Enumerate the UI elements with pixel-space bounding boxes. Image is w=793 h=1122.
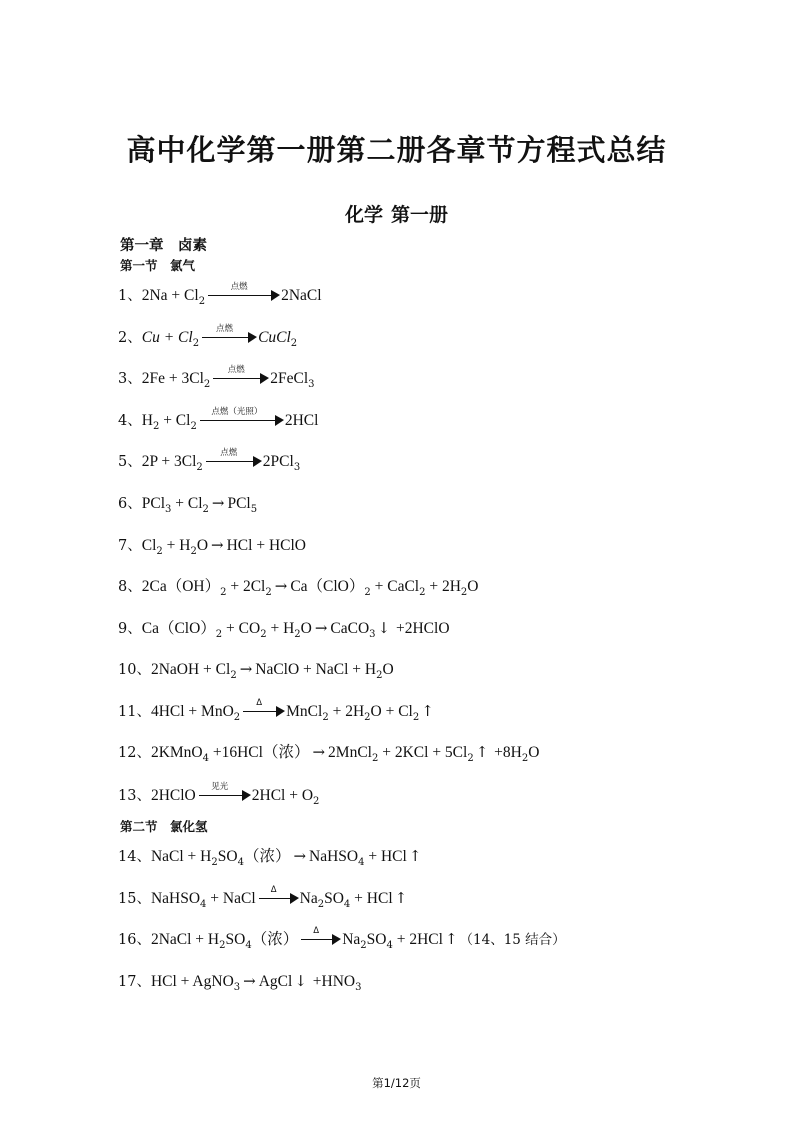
reactants: HCl + AgNO — [150, 973, 234, 990]
subscript: 2 — [313, 796, 320, 807]
subscript: 2 — [219, 940, 226, 951]
reactants: NaCl + H — [150, 848, 212, 865]
reactants: + CO — [222, 620, 261, 637]
products: O — [382, 661, 394, 678]
reactants: + H — [266, 620, 295, 637]
subscript: 2 — [220, 587, 227, 598]
subtitle-subject: 化学 — [344, 204, 383, 226]
equation-number: 15、 — [118, 891, 151, 907]
reactants: + 2Cl — [226, 578, 266, 595]
products: Na — [342, 931, 361, 948]
arrow-icon: → — [239, 660, 253, 678]
equation-14 — [118, 846, 423, 868]
gas-arrow-icon: ↑ — [394, 889, 408, 907]
equation-2 — [118, 324, 298, 350]
reactants: Ca（ClO） — [141, 620, 216, 637]
equation-number: 1、 — [118, 288, 142, 304]
reaction-condition: Δ — [313, 926, 320, 936]
subscript: 3 — [355, 982, 362, 993]
arrow-icon: → — [211, 536, 224, 554]
reaction-arrow — [202, 324, 257, 344]
subscript: 2 — [265, 587, 272, 598]
products: + 2H — [425, 578, 461, 595]
reaction-condition: 点燃 — [216, 324, 234, 334]
reaction-condition: 点燃（光照） — [211, 407, 263, 417]
equation-5 — [118, 448, 301, 474]
equation-number: 7、 — [118, 538, 142, 554]
products: SO — [324, 890, 344, 907]
reaction-arrow — [206, 448, 262, 468]
equation-8 — [118, 576, 479, 598]
subscript: 3 — [293, 462, 301, 473]
equation-number: 14、 — [118, 849, 151, 865]
equation-1 — [118, 282, 322, 308]
reactants: NaHSO — [150, 890, 201, 907]
reactants: PCl — [141, 495, 165, 512]
subscript: 2 — [364, 587, 371, 598]
reaction-arrow — [301, 926, 341, 946]
subscript: 4 — [386, 940, 393, 951]
subscript: 2 — [376, 670, 383, 681]
reactants: 2NaCl + H — [150, 931, 220, 948]
arrow-icon: → — [293, 847, 307, 865]
section-heading-2: 第二节 氯化氢 — [120, 819, 208, 834]
gas-arrow-icon: ↑ — [475, 743, 489, 761]
products: O + Cl — [370, 703, 413, 720]
reactants: + NaCl — [206, 890, 256, 907]
subscript: 2 — [211, 857, 218, 868]
reactants: Cl — [141, 537, 157, 554]
precipitate-arrow-icon: ↓ — [377, 619, 391, 637]
subscript: 4 — [200, 899, 207, 910]
products: CaCO — [330, 620, 370, 637]
subscript: 2 — [460, 587, 468, 598]
subtitle-volume: 第一册 — [391, 204, 449, 226]
subscript: 2 — [317, 899, 325, 910]
products: + CaCl — [370, 578, 420, 595]
products: NaClO + NaCl + H — [255, 661, 377, 678]
reaction-condition: 点燃 — [220, 448, 238, 458]
reactants: 2HClO — [150, 787, 196, 804]
equation-10 — [118, 659, 394, 681]
subscript: 3 — [369, 629, 376, 640]
products: NaHSO — [309, 848, 359, 865]
equation-15 — [118, 885, 409, 910]
equation-number: 10、 — [118, 662, 151, 678]
reactants: O — [196, 537, 209, 554]
subscript: 4 — [358, 857, 365, 868]
subscript: 2 — [364, 712, 371, 723]
reaction-condition: Δ — [270, 885, 277, 895]
reaction-arrow — [213, 365, 269, 385]
document-subtitle — [0, 200, 793, 227]
reactants: 2NaOH + Cl — [150, 661, 231, 678]
equation-number: 16、 — [118, 932, 151, 948]
subscript: 3 — [308, 379, 315, 390]
reactants: H — [141, 412, 153, 429]
reactants: +16HCl（浓） — [209, 744, 310, 761]
reaction-condition: Δ — [256, 698, 263, 708]
reaction-arrow — [199, 782, 251, 802]
chapter-heading: 第一章 卤素 — [120, 238, 207, 254]
reactants: + H — [162, 537, 191, 554]
products: +HNO — [308, 973, 356, 990]
equation-6 — [118, 493, 257, 515]
reactants: Cu + Cl — [141, 329, 193, 346]
reactants: + Cl — [171, 495, 203, 512]
products: 2NaCl — [281, 287, 322, 304]
equation-note: （14、15 结合） — [459, 932, 566, 948]
reactants: SO — [225, 931, 246, 948]
subscript: 3 — [165, 504, 172, 515]
subscript: 2 — [360, 940, 367, 951]
equation-13 — [118, 782, 320, 808]
equation-4 — [118, 407, 319, 433]
subscript: 2 — [190, 421, 197, 432]
equation-number: 11、 — [118, 704, 151, 720]
subscript: 2 — [198, 296, 206, 307]
subscript: 5 — [250, 504, 258, 515]
subscript: 2 — [419, 587, 426, 598]
subscript: 2 — [412, 712, 420, 723]
products: + HCl — [364, 848, 407, 865]
products: + 2KCl + 5Cl — [378, 744, 468, 761]
page-number: 第1/12页 — [372, 1076, 421, 1090]
subscript: 2 — [233, 712, 241, 723]
subscript: 2 — [371, 753, 379, 764]
reactants: 2Fe + 3Cl — [141, 370, 204, 387]
reactants: （浓） — [251, 931, 299, 948]
subscript: 2 — [196, 462, 203, 473]
subscript: 2 — [467, 753, 474, 764]
subscript: 2 — [215, 629, 223, 640]
products: SO — [366, 931, 387, 948]
precipitate-arrow-icon: ↓ — [294, 972, 307, 990]
reactants: 4HCl + MnO — [150, 703, 234, 720]
subscript: 2 — [190, 546, 197, 557]
products: HCl + HClO — [226, 537, 306, 554]
subscript: 4 — [237, 857, 244, 868]
subscript: 4 — [343, 899, 351, 910]
products: +8H — [490, 744, 522, 761]
subscript: 4 — [245, 940, 252, 951]
reactants: 2Ca（OH） — [141, 578, 221, 595]
subscript: 2 — [203, 379, 211, 390]
equation-16 — [118, 926, 566, 951]
reaction-arrow — [208, 282, 280, 302]
arrow-icon: → — [312, 743, 326, 761]
subscript: 2 — [230, 670, 237, 681]
reactants: + Cl — [159, 412, 191, 429]
equation-number: 2、 — [118, 330, 142, 346]
subscript: 2 — [290, 338, 298, 349]
reaction-condition: 见光 — [211, 782, 229, 792]
section-heading-1: 第一节 氯气 — [120, 258, 196, 273]
document-title: 高中化学第一册第二册各章节方程式总结 — [126, 133, 667, 167]
products: MnCl — [286, 703, 323, 720]
products: 2FeCl — [270, 370, 309, 387]
arrow-icon: → — [274, 577, 288, 595]
gas-arrow-icon: ↑ — [421, 702, 434, 720]
reactants: 2P + 3Cl — [141, 453, 197, 470]
products: Na — [299, 890, 318, 907]
equation-17 — [118, 971, 361, 993]
subscript: 2 — [156, 546, 163, 557]
products: PCl — [227, 495, 251, 512]
reactants: O — [300, 620, 312, 637]
products: 2HCl + O — [251, 787, 314, 804]
reactants: （浓） — [243, 848, 291, 865]
subscript: 2 — [322, 712, 329, 723]
products: CuCl — [258, 329, 291, 346]
equation-number: 6、 — [118, 496, 142, 512]
products: Ca（ClO） — [290, 578, 365, 595]
equation-number: 8、 — [118, 579, 142, 595]
reaction-arrow — [259, 885, 299, 905]
equation-number: 4、 — [118, 413, 142, 429]
products: 2HCl — [284, 412, 319, 429]
reactants: 2KMnO — [150, 744, 203, 761]
subscript: 2 — [260, 629, 267, 640]
equation-9 — [118, 618, 450, 640]
reaction-condition: 点燃 — [230, 282, 248, 292]
products: 2PCl — [262, 453, 294, 470]
subscript: 2 — [521, 753, 529, 764]
products: + 2HCl — [392, 931, 443, 948]
subscript: 2 — [202, 504, 209, 515]
subscript: 3 — [233, 982, 241, 993]
reaction-condition: 点燃 — [227, 365, 245, 375]
subscript: 2 — [152, 421, 160, 432]
subscript: 2 — [294, 629, 301, 640]
equation-number: 17、 — [118, 974, 151, 990]
reactants: 2Na + Cl — [141, 287, 199, 304]
equation-7 — [118, 535, 306, 557]
equation-11 — [118, 698, 436, 723]
subscript: 2 — [192, 338, 200, 349]
arrow-icon: → — [243, 972, 256, 990]
gas-arrow-icon: ↑ — [444, 930, 458, 948]
arrow-icon: → — [211, 494, 225, 512]
equation-3 — [118, 365, 315, 391]
products: AgCl — [258, 973, 293, 990]
reaction-arrow — [243, 698, 285, 718]
equation-number: 9、 — [118, 621, 142, 637]
equation-number: 3、 — [118, 371, 142, 387]
products: O — [528, 744, 540, 761]
equation-12 — [118, 742, 539, 764]
products: 2MnCl — [328, 744, 372, 761]
products: + 2H — [328, 703, 365, 720]
products: +2HClO — [392, 620, 450, 637]
equation-number: 5、 — [118, 454, 142, 470]
arrow-icon: → — [314, 619, 328, 637]
reactants: SO — [217, 848, 238, 865]
products: O — [467, 578, 479, 595]
products: + HCl — [350, 890, 393, 907]
gas-arrow-icon: ↑ — [408, 847, 422, 865]
reaction-arrow — [200, 407, 284, 427]
subscript: 4 — [202, 753, 209, 764]
equation-number: 12、 — [118, 745, 151, 761]
equation-number: 13、 — [118, 788, 151, 804]
